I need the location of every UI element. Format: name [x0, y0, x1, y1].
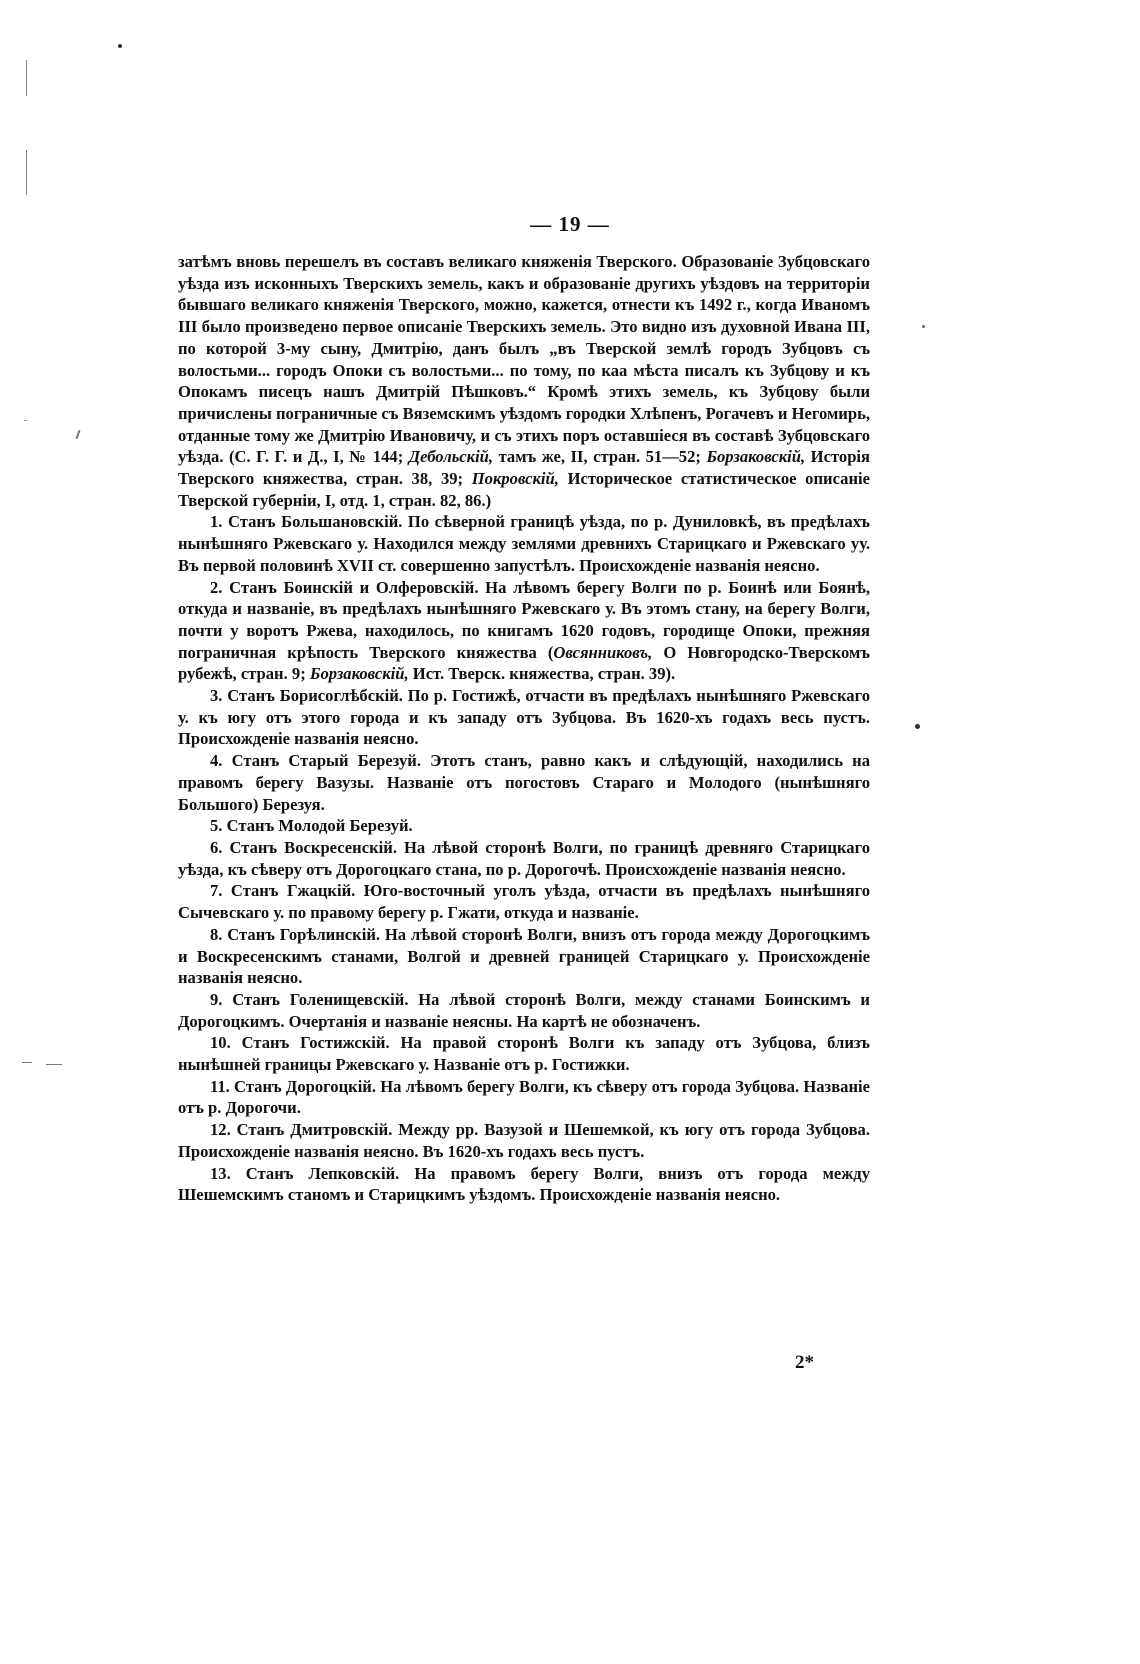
entry-2: [178, 577, 870, 686]
entry-13: 13. Станъ Лепковскій. На правомъ берегу Волги, внизъ отъ города между Шешемскимъ станомъ и Старицкимъ уѣздомъ. Происхожденіе названія неясно.: [178, 1163, 870, 1205]
text-run: тамъ же, II, стран. 51—52;: [493, 447, 707, 467]
entry-11: 11. Станъ Дорогоцкій. На лѣвомъ берегу Волги, къ сѣверу отъ города Зубцова. Названіе отъ р. Дорогочи.: [178, 1076, 870, 1118]
scan-dash-mark: [22, 1062, 32, 1063]
scan-edge-line: [26, 60, 27, 96]
text-run: Ист. Тверск. княжества, стран. 39).: [408, 664, 676, 684]
entry-8: 8. Станъ Горѣлинскій. На лѣвой сторонѣ Волги, внизъ отъ города между Дорогоцкимъ и Воскресенскимъ станами, Волгой и древней границей Старицкаго у. Происхожденіе названія неясно.: [178, 924, 870, 988]
author-name: Борзаковскій,: [309, 664, 409, 684]
author-name: Покровскій,: [471, 469, 559, 489]
scan-edge-line: [26, 150, 27, 195]
signature-mark: 2*: [795, 1352, 814, 1373]
entry-6: 6. Станъ Воскресенскій. На лѣвой сторонѣ Волги, по границѣ древняго Старицкаго уѣзда, къ сѣверу отъ Дорогоцкаго стана, по р. Дорогочѣ. Происхожденіе названія неясно.: [178, 837, 870, 879]
entry-3: 3. Станъ Борисоглѣбскій. По р. Гостижѣ, отчасти въ предѣлахъ нынѣшняго Ржевскаго у. къ югу отъ этого города и къ западу отъ Зубцова. Въ 1620-хъ годахъ весь пустъ. Происхожденіе названія неясно.: [178, 686, 870, 749]
entry-5: 5. Станъ Молодой Березуй.: [210, 816, 413, 836]
page-text: [178, 251, 870, 1206]
text-run: Исторія Тверского княжества, стран. 38, 39;: [178, 447, 871, 489]
entry-10: 10. Станъ Гостижскій. На правой сторонѣ Волги къ западу отъ Зубцова, близъ нынѣшней границы Ржевскаго у. Названіе отъ р. Гостижки.: [178, 1033, 870, 1075]
scan-dash-mark: [46, 1064, 62, 1065]
intro-paragraph: [178, 251, 870, 511]
scan-speck: [24, 420, 27, 421]
author-name: Дебольскій,: [408, 447, 494, 467]
author-name: Овсянниковъ,: [553, 642, 653, 662]
text-run: Историческое статистическое описаніе Тверской губерніи, I, отд. 1, стран. 82, 86.): [178, 469, 870, 510]
scan-speck: [922, 325, 925, 328]
entry-1: 1. Станъ Большановскій. По сѣверной границѣ уѣзда, по р. Дуниловкѣ, въ предѣлахъ нынѣшняго Ржевскаго у. Находился между землями древнихъ Старицкаго и Ржевскаго уу. Въ первой половинѣ XVII ст. совершенно запустѣлъ. Происхожденіе названія неясно.: [178, 512, 870, 575]
page-number: — 19 —: [530, 212, 610, 236]
scan-speck: [76, 430, 81, 439]
entry-12: 12. Станъ Дмитровскій. Между рр. Вазузой и Шешемкой, къ югу отъ города Зубцова. Происхожденіе названія неясно. Въ 1620-хъ годахъ весь пустъ.: [178, 1120, 870, 1161]
entry-4: 4. Станъ Старый Березуй. Этотъ станъ, равно какъ и слѣдующій, находились на правомъ берегу Вазузы. Названіе отъ погостовъ Стараго и Молодого (нынѣшняго Большого) Березуя.: [178, 751, 870, 814]
scan-dot-mark: [915, 724, 920, 729]
text-run: затѣмъ вновь перешелъ въ составъ великаго княженія Тверского. Образованіе Зубцовскаго уѣзда изъ исконныхъ Тверскихъ земель, какъ и образованіе другихъ уѣздовъ на территоріи бывшаго великаго княженія Тверского, можно, кажется, отнести къ 1492 г., когда Иваномъ III было произведено первое описаніе Тверскихъ земель. Это видно изъ духовной Ивана III, по которой 3-му сыну, Дмитрію, данъ былъ „въ Тверской землѣ городъ Зубцовъ съ волостьми... городъ Опоки съ волостьми... по тому, по каа мѣста писалъ къ Зубцову и къ Опокамъ писецъ нашъ Дмитрій Пѣшковъ.“ Кромѣ этихъ земель, къ Зубцову были причислены пограничные съ Вяземскимъ уѣздомъ городки Хлѣпенъ, Рогачевъ и Негомирь, отданные тому же Дмитрію Ивановичу, и съ этихъ поръ оставшіеся въ составѣ Зубцовскаго уѣзда. (С. Г. Г. и Д., I, № 144;: [178, 252, 870, 467]
text-run: О Новгородско-Тверскомъ рубежѣ, стран. 9;: [178, 642, 870, 684]
scan-dot-mark: [118, 44, 122, 48]
author-name: Борзаковскій,: [706, 447, 806, 467]
text-run: 2. Станъ Боинскій и Олферовскій. На лѣвомъ берегу Волги по р. Боинѣ или Боянѣ, откуда и названіе, въ предѣлахъ нынѣшняго Ржевскаго у. Въ этомъ стану, на берегу Волги, почти у воротъ Ржева, находилось, по книгамъ 1620 годовъ, городище Опоки, прежняя пограничная крѣпость Тверского княжества (: [178, 577, 870, 662]
entry-9: 9. Станъ Голенищевскій. На лѣвой сторонѣ Волги, между станами Боинскимъ и Дорогоцкимъ. Очертанія и названіе неясны. На картѣ не обозначенъ.: [178, 989, 870, 1031]
entry-7: 7. Станъ Гжацкій. Юго-восточный уголъ уѣзда, отчасти въ предѣлахъ нынѣшняго Сычевскаго у. по правому берегу р. Гжати, откуда и названіе.: [178, 881, 870, 923]
